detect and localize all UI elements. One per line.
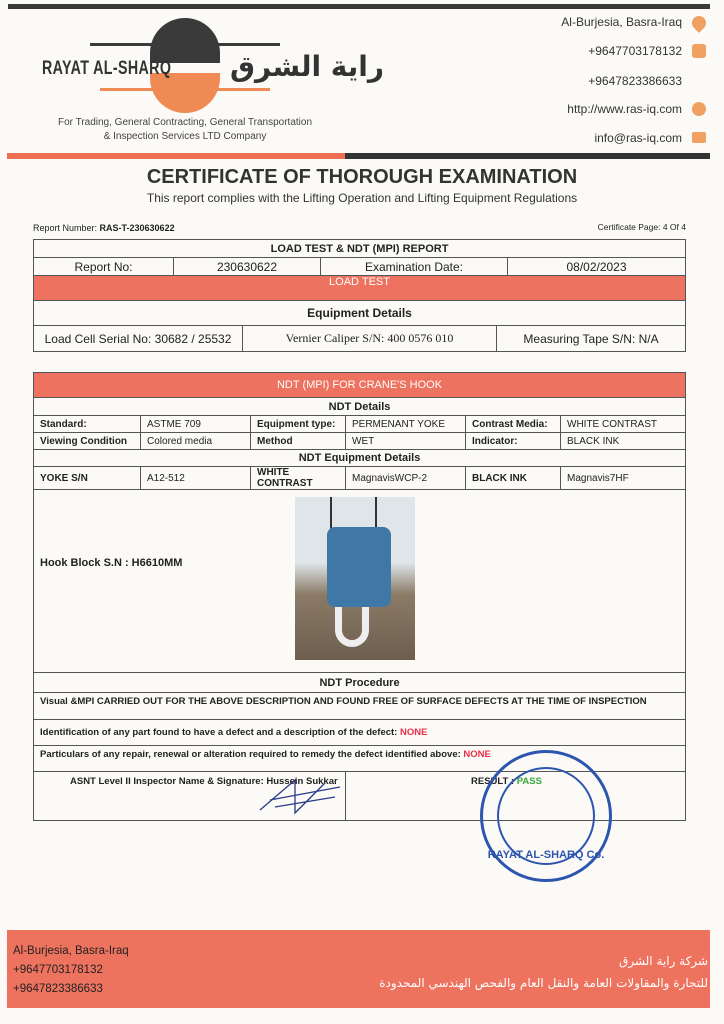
- phone-1: +9647703178132: [588, 44, 682, 58]
- wc-label: WHITE CONTRAST: [251, 467, 346, 490]
- hook-block: Hook Block S.N : H6610MM: [34, 490, 686, 673]
- page-title: CERTIFICATE OF THOROUGH EXAMINATION: [146, 166, 578, 188]
- website[interactable]: http://www.ras-iq.com: [567, 102, 682, 116]
- contrast: WHITE CONTRAST: [561, 416, 686, 433]
- viewing-label: Viewing Condition: [34, 433, 141, 450]
- equipment-row: [33, 325, 686, 352]
- signature: [255, 775, 345, 815]
- yoke-label: YOKE S/N: [34, 467, 141, 490]
- globe-icon: [692, 102, 706, 116]
- caliper-serial: Vernier Caliper S/N: 400 0576 010: [243, 326, 497, 352]
- method: WET: [346, 433, 466, 450]
- equipment-details-heading: Equipment Details: [34, 301, 686, 326]
- report-no: 230630622: [174, 258, 321, 276]
- logo-text-en: RAYAT AL-SHARQ: [42, 58, 172, 79]
- indicator-label: Indicator:: [466, 433, 561, 450]
- standard-label: Standard:: [34, 416, 141, 433]
- address: Al-Burjesia, Basra-Iraq: [561, 15, 682, 29]
- identification-row: Identification of any part found to have a defect and a description of the defect: NONE: [34, 720, 686, 746]
- eq-type-label: Equipment type:: [251, 416, 346, 433]
- exam-date: 08/02/2023: [508, 258, 686, 276]
- bi-label: BLACK INK: [466, 467, 561, 490]
- tape-serial: Measuring Tape S/N: N/A: [497, 326, 686, 352]
- footer: [7, 930, 710, 1008]
- email[interactable]: info@ras-iq.com: [594, 131, 682, 145]
- load-test-table: [33, 239, 686, 326]
- report-number: Report Number: RAS-T-230630622: [33, 223, 175, 233]
- company-stamp: RAYAT AL-SHARQ Co.: [480, 750, 612, 882]
- subtitle: This report complies with the Lifting Operation and Lifting Equipment Regulations: [146, 191, 578, 205]
- certificate-page: Certificate Page: 4 Of 4: [597, 222, 686, 232]
- divider-orange: [7, 153, 345, 159]
- procedure-heading: NDT Procedure: [34, 673, 686, 693]
- indicator: BLACK INK: [561, 433, 686, 450]
- particulars-row: Particulars of any repair, renewal or alteration required to remedy the defect identified above: NONE: [34, 746, 686, 772]
- footer-contact: Al-Burjesia, Basra-Iraq +9647703178132 +9647823386633: [13, 945, 129, 995]
- load-cell-serial: Load Cell Serial No: 30682 / 25532: [34, 326, 243, 352]
- footer-arabic: شركة راية الشرق للتجارة والمقاولات العامة والنقل العام والفحص الهندسي المحدودة: [379, 954, 708, 990]
- ndt-details-heading: NDT Details: [34, 398, 686, 416]
- wc: MagnavisWCP-2: [346, 467, 466, 490]
- divider-dark: [345, 153, 710, 159]
- phone-icon: [692, 44, 706, 58]
- hook-photo: [295, 497, 415, 660]
- load-heading: LOAD TEST & NDT (MPI) REPORT: [34, 240, 686, 258]
- viewing: Colored media: [141, 433, 251, 450]
- bi: Magnavis7HF: [561, 467, 686, 490]
- phone-2: +9647823386633: [588, 74, 682, 88]
- method-label: Method: [251, 433, 346, 450]
- eq-type: PERMENANT YOKE: [346, 416, 466, 433]
- inspector-cell: ASNT Level II Inspector Name & Signature: Hussein Sukkar: [34, 772, 346, 821]
- visual-statement: Visual &MPI CARRIED OUT FOR THE ABOVE DESCRIPTION AND FOUND FREE OF SURFACE DEFECTS AT THE TIME OF INSPECTION: [34, 693, 686, 720]
- tagline: For Trading, General Contracting, General Transportation & Inspection Services LTD Company: [57, 117, 313, 142]
- contrast-label: Contrast Media:: [466, 416, 561, 433]
- logo-text-ar: راية الشرق: [230, 50, 385, 83]
- report-no-label: Report No:: [34, 258, 174, 276]
- standard: ASTME 709: [141, 416, 251, 433]
- result-cell: RESULT : PASS: [346, 772, 686, 821]
- ndt-equipment-heading: NDT Equipment Details: [34, 450, 686, 467]
- ndt-heading: NDT (MPI) FOR CRANE'S HOOK: [34, 373, 686, 398]
- exam-date-label: Examination Date:: [321, 258, 508, 276]
- location-pin-icon: [689, 13, 709, 33]
- top-bar: [8, 4, 710, 9]
- mail-icon: [692, 132, 706, 143]
- yoke: A12-512: [141, 467, 251, 490]
- load-test-band: LOAD TEST: [34, 276, 686, 301]
